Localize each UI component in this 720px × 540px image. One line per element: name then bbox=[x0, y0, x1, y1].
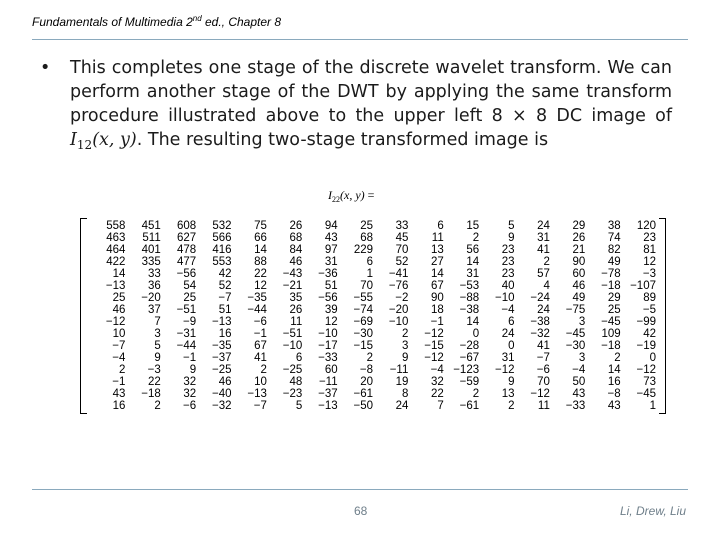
header-title-prefix: Fundamentals of Multimedia 2 bbox=[32, 15, 193, 29]
matrix-cell: 32 bbox=[183, 376, 197, 388]
matrix-row bbox=[90, 268, 656, 280]
matrix-cell: 42 bbox=[643, 328, 656, 340]
matrix-cell: 84 bbox=[289, 244, 303, 256]
matrix-cell: 38 bbox=[607, 220, 621, 232]
matrix-cell: 608 bbox=[176, 220, 197, 232]
matrix-cell: 416 bbox=[212, 244, 232, 256]
bullet-math-args: (x, y) bbox=[92, 130, 137, 150]
matrix-cell: 51 bbox=[218, 304, 232, 316]
matrix-cell: 49 bbox=[572, 292, 586, 304]
matrix-cell: 553 bbox=[212, 256, 232, 268]
matrix-cell: 22 bbox=[254, 268, 267, 280]
matrix-cell: −41 bbox=[388, 268, 409, 280]
matrix-cell: −43 bbox=[282, 268, 303, 280]
matrix-cell: 48 bbox=[289, 376, 303, 388]
matrix-cell: −20 bbox=[388, 304, 409, 316]
matrix-cell: 29 bbox=[607, 292, 621, 304]
matrix-cell: −24 bbox=[530, 292, 550, 304]
matrix-cell: 31 bbox=[324, 256, 338, 268]
matrix-cell: −6 bbox=[183, 400, 197, 412]
matrix-cell: 2 bbox=[366, 352, 373, 364]
bullet-math bbox=[70, 130, 137, 150]
matrix-cell: 5 bbox=[154, 340, 161, 352]
matrix-cell: 10 bbox=[112, 328, 126, 340]
matrix-cell: −9 bbox=[183, 316, 197, 328]
matrix-cell: −99 bbox=[636, 316, 656, 328]
matrix-cell: 2 bbox=[543, 256, 550, 268]
matrix-cell: 24 bbox=[537, 304, 550, 316]
matrix-cell: −25 bbox=[282, 364, 303, 376]
matrix-cell: −30 bbox=[565, 340, 586, 352]
matrix-cell: 13 bbox=[430, 244, 444, 256]
matrix-cell: −33 bbox=[565, 400, 586, 412]
matrix-cell: 37 bbox=[147, 304, 161, 316]
matrix-cell: 9 bbox=[508, 376, 515, 388]
matrix-cell: −61 bbox=[459, 400, 480, 412]
matrix-cell: −35 bbox=[247, 292, 267, 304]
matrix-cell: 88 bbox=[254, 256, 267, 268]
matrix-cell: 25 bbox=[112, 292, 126, 304]
matrix-cell: −4 bbox=[501, 304, 515, 316]
matrix-cell: −45 bbox=[601, 316, 621, 328]
matrix-cell: 10 bbox=[254, 376, 267, 388]
bullet-text: This completes one stage of the discrete wavelet transform. We can perform another stage of the DWT by applying the same transform procedure illustrated above to the upper left 8 × 8 DC image of bbox=[70, 58, 672, 126]
matrix-cell: 43 bbox=[572, 388, 586, 400]
matrix-cell: 73 bbox=[643, 376, 656, 388]
matrix-cell: −36 bbox=[318, 268, 338, 280]
matrix-cell: −35 bbox=[211, 340, 232, 352]
matrix-cell: −78 bbox=[601, 268, 621, 280]
matrix-cell: 2 bbox=[472, 388, 480, 400]
matrix-cell: −38 bbox=[459, 304, 480, 316]
matrix-cell: 43 bbox=[112, 388, 126, 400]
matrix-cell: −12 bbox=[530, 388, 550, 400]
matrix-cell: 3 bbox=[578, 316, 586, 328]
matrix-cell: 2 bbox=[614, 352, 621, 364]
matrix-cell: 33 bbox=[395, 220, 409, 232]
matrix-cell: −107 bbox=[630, 280, 656, 292]
equation-equals: = bbox=[367, 188, 375, 202]
matrix-cell: 14 bbox=[254, 244, 267, 256]
matrix-cell: 66 bbox=[254, 232, 267, 244]
matrix-cell: 2 bbox=[508, 400, 515, 412]
matrix-cell: 33 bbox=[147, 268, 161, 280]
matrix-cell: 14 bbox=[466, 316, 480, 328]
matrix-cell: 9 bbox=[508, 232, 515, 244]
matrix-cell: 477 bbox=[176, 256, 197, 268]
equation-symbol: I bbox=[328, 188, 332, 202]
matrix-cell: −18 bbox=[601, 280, 621, 292]
matrix-cell: 3 bbox=[154, 328, 161, 340]
matrix-cell: 31 bbox=[501, 352, 515, 364]
matrix-cell: 422 bbox=[106, 256, 126, 268]
matrix-cell: 46 bbox=[218, 376, 232, 388]
matrix-cell: 451 bbox=[141, 220, 161, 232]
matrix-cell: 478 bbox=[176, 244, 197, 256]
matrix-cell: −10 bbox=[318, 328, 338, 340]
matrix-cell: −6 bbox=[253, 316, 267, 328]
matrix-cell: 2 bbox=[260, 364, 267, 376]
matrix-cell: 90 bbox=[430, 292, 444, 304]
matrix-cell: 229 bbox=[353, 244, 373, 256]
matrix-cell: 60 bbox=[572, 268, 586, 280]
matrix-cell: 26 bbox=[289, 220, 303, 232]
matrix-cell: 46 bbox=[572, 280, 586, 292]
matrix-cell: 558 bbox=[106, 220, 126, 232]
matrix-cell: 36 bbox=[147, 280, 161, 292]
matrix-right-bracket bbox=[659, 218, 666, 414]
matrix-cell: −53 bbox=[459, 280, 480, 292]
matrix-row bbox=[90, 400, 656, 412]
matrix-cell: −32 bbox=[211, 400, 232, 412]
matrix-cell: 0 bbox=[508, 340, 515, 352]
matrix-cell: −1 bbox=[112, 376, 126, 388]
matrix-cell: 23 bbox=[501, 244, 515, 256]
bullet-marker: • bbox=[40, 58, 51, 78]
matrix-cell: 532 bbox=[212, 220, 232, 232]
matrix-cell: 57 bbox=[537, 268, 550, 280]
matrix-cell: 52 bbox=[395, 256, 409, 268]
matrix-cell: −50 bbox=[353, 400, 373, 412]
page-number: 68 bbox=[354, 504, 368, 518]
header-title-suffix: ed., Chapter 8 bbox=[201, 15, 282, 29]
matrix-cell: 54 bbox=[183, 280, 197, 292]
matrix-cell: 463 bbox=[106, 232, 126, 244]
equation-label bbox=[328, 188, 374, 204]
matrix-cell: 42 bbox=[218, 268, 232, 280]
matrix-cell: 14 bbox=[466, 256, 480, 268]
matrix-cell: 50 bbox=[572, 376, 586, 388]
matrix-cell: 31 bbox=[537, 232, 550, 244]
matrix-cell: 23 bbox=[501, 268, 515, 280]
matrix-cell: −40 bbox=[211, 388, 232, 400]
matrix-cell: 25 bbox=[183, 292, 197, 304]
matrix-cell: 24 bbox=[395, 400, 409, 412]
matrix-cell: −13 bbox=[105, 280, 126, 292]
matrix-cell: 70 bbox=[537, 376, 550, 388]
matrix-cell: 12 bbox=[324, 316, 338, 328]
matrix-cell: −31 bbox=[176, 328, 197, 340]
matrix-cell: −7 bbox=[253, 400, 267, 412]
matrix-cell: −4 bbox=[112, 352, 126, 364]
matrix-cell: 2 bbox=[401, 328, 409, 340]
header-divider bbox=[32, 39, 688, 40]
matrix-cell: −51 bbox=[282, 328, 303, 340]
matrix-cell: −59 bbox=[459, 376, 480, 388]
matrix-cell: 0 bbox=[472, 328, 480, 340]
matrix-cell: 3 bbox=[401, 340, 409, 352]
matrix-cell: 70 bbox=[395, 244, 409, 256]
bullet-paragraph bbox=[32, 56, 672, 157]
matrix-cell: −74 bbox=[353, 304, 373, 316]
matrix-cell: 49 bbox=[607, 256, 621, 268]
matrix-cell: 46 bbox=[289, 256, 303, 268]
matrix-cell: 566 bbox=[212, 232, 232, 244]
matrix-cell: −76 bbox=[388, 280, 409, 292]
matrix-row bbox=[90, 340, 656, 352]
matrix-cell: 35 bbox=[289, 292, 303, 304]
matrix-cell: −4 bbox=[572, 364, 586, 376]
matrix-cell: −13 bbox=[247, 388, 267, 400]
matrix-cell: 94 bbox=[324, 220, 338, 232]
matrix-cell: 40 bbox=[501, 280, 515, 292]
matrix-cell: 32 bbox=[183, 388, 197, 400]
matrix-row bbox=[90, 256, 656, 268]
matrix-cell: 0 bbox=[649, 352, 656, 364]
matrix-row bbox=[90, 388, 656, 400]
matrix-cell: 21 bbox=[572, 244, 586, 256]
matrix-cell: −23 bbox=[282, 388, 303, 400]
matrix-cell: 24 bbox=[537, 220, 550, 232]
matrix-cell: 24 bbox=[501, 328, 515, 340]
bullet-math-symbol: I bbox=[70, 130, 77, 150]
matrix-cell: −12 bbox=[424, 328, 444, 340]
matrix-cell: −7 bbox=[536, 352, 550, 364]
matrix-cell: 11 bbox=[431, 232, 444, 244]
matrix-cell: 4 bbox=[543, 280, 550, 292]
matrix-cell: 16 bbox=[218, 328, 232, 340]
matrix-row bbox=[90, 352, 656, 364]
matrix-cell: 23 bbox=[643, 232, 656, 244]
matrix-cell: 13 bbox=[501, 388, 515, 400]
matrix-cell: 90 bbox=[572, 256, 586, 268]
matrix-cell: 6 bbox=[366, 256, 373, 268]
matrix-left-bracket bbox=[80, 218, 87, 414]
matrix-cell: 464 bbox=[106, 244, 126, 256]
matrix-cell: 9 bbox=[189, 364, 197, 376]
matrix-cell: −38 bbox=[530, 316, 550, 328]
matrix-cell: 60 bbox=[324, 364, 338, 376]
matrix-cell: 52 bbox=[218, 280, 232, 292]
matrix-cell: −12 bbox=[424, 352, 444, 364]
matrix-cell: 18 bbox=[430, 304, 444, 316]
matrix-row bbox=[90, 232, 656, 244]
matrix-cell: 14 bbox=[607, 364, 621, 376]
matrix-cell: −37 bbox=[211, 352, 232, 364]
matrix-cell: 12 bbox=[643, 256, 656, 268]
matrix-cell: 89 bbox=[643, 292, 656, 304]
matrix-cell: 7 bbox=[437, 400, 444, 412]
matrix-cell: 31 bbox=[466, 268, 480, 280]
matrix-cell: 70 bbox=[360, 280, 373, 292]
matrix-cell: −10 bbox=[494, 292, 515, 304]
matrix-cell: −44 bbox=[176, 340, 197, 352]
matrix-cell: 1 bbox=[366, 268, 373, 280]
matrix-cell: 19 bbox=[395, 376, 409, 388]
matrix-cell: −8 bbox=[359, 364, 373, 376]
matrix-cell: −123 bbox=[453, 364, 480, 376]
matrix-row bbox=[90, 316, 656, 328]
matrix-cell: 81 bbox=[643, 244, 656, 256]
matrix-row bbox=[90, 220, 656, 232]
matrix-cell: 109 bbox=[601, 328, 621, 340]
matrix-cell: 11 bbox=[290, 316, 303, 328]
matrix-cell: 335 bbox=[141, 256, 161, 268]
matrix-cell: 120 bbox=[636, 220, 656, 232]
matrix-cell: 29 bbox=[572, 220, 586, 232]
matrix-cell: −4 bbox=[430, 364, 444, 376]
matrix-cell: 41 bbox=[537, 244, 550, 256]
matrix-cell: −1 bbox=[430, 316, 444, 328]
matrix-cell: 26 bbox=[572, 232, 586, 244]
matrix-cell: 16 bbox=[607, 376, 621, 388]
matrix-cell: −3 bbox=[147, 364, 161, 376]
matrix-cell: 27 bbox=[430, 256, 444, 268]
matrix-cell: 9 bbox=[154, 352, 161, 364]
matrix-cell: −25 bbox=[211, 364, 232, 376]
footer-divider bbox=[32, 489, 688, 490]
matrix-cell: −1 bbox=[253, 328, 267, 340]
matrix-cell: 68 bbox=[289, 232, 303, 244]
matrix-cell: −2 bbox=[395, 292, 409, 304]
matrix-cell: 45 bbox=[395, 232, 409, 244]
matrix-cell: −67 bbox=[459, 352, 480, 364]
matrix-cell: −19 bbox=[636, 340, 656, 352]
matrix-cell: 6 bbox=[508, 316, 515, 328]
matrix-cell: 39 bbox=[324, 304, 338, 316]
matrix-cell: −10 bbox=[388, 316, 409, 328]
matrix-row bbox=[90, 376, 656, 388]
matrix-cell: 67 bbox=[254, 340, 267, 352]
matrix-cell: 5 bbox=[295, 400, 303, 412]
matrix-cell: −13 bbox=[211, 316, 232, 328]
matrix-cell: −12 bbox=[105, 316, 126, 328]
matrix-row bbox=[90, 364, 656, 376]
matrix-cell: 43 bbox=[607, 400, 621, 412]
matrix-cell: 627 bbox=[176, 232, 197, 244]
matrix-cell: 75 bbox=[254, 220, 267, 232]
matrix-cell: −13 bbox=[318, 400, 338, 412]
matrix-row bbox=[90, 280, 656, 292]
matrix-cell: −61 bbox=[353, 388, 373, 400]
matrix-cell: 401 bbox=[141, 244, 161, 256]
matrix-cell: 26 bbox=[289, 304, 303, 316]
matrix-cell: 41 bbox=[537, 340, 550, 352]
matrix-cell: −8 bbox=[607, 388, 621, 400]
matrix-cell: 14 bbox=[112, 268, 126, 280]
matrix-cell: 23 bbox=[501, 256, 515, 268]
equation-sub: 22 bbox=[332, 195, 340, 204]
matrix-cell: 25 bbox=[607, 304, 621, 316]
matrix-cell: 68 bbox=[360, 232, 373, 244]
matrix-cell: −12 bbox=[636, 364, 656, 376]
matrix-cell: 82 bbox=[607, 244, 621, 256]
matrix-cell: −11 bbox=[389, 364, 409, 376]
matrix-cell: −44 bbox=[247, 304, 267, 316]
matrix-cell: −18 bbox=[601, 340, 621, 352]
matrix-cell: 8 bbox=[401, 388, 409, 400]
header-title-sup: nd bbox=[192, 14, 202, 23]
matrix-cell: −7 bbox=[218, 292, 232, 304]
slide-header bbox=[32, 14, 281, 29]
matrix-cell: 5 bbox=[508, 220, 515, 232]
matrix-cell: 1 bbox=[649, 400, 656, 412]
matrix-cell: 67 bbox=[430, 280, 444, 292]
matrix-cell: 41 bbox=[254, 352, 267, 364]
matrix-cell: 6 bbox=[437, 220, 444, 232]
matrix-cell: 32 bbox=[430, 376, 444, 388]
matrix-cell: −56 bbox=[318, 292, 338, 304]
matrix-cell: −10 bbox=[282, 340, 303, 352]
matrix-cell: 16 bbox=[112, 400, 126, 412]
equation-args: (x, y) bbox=[340, 188, 365, 202]
matrix-cell: −21 bbox=[282, 280, 303, 292]
matrix-cell: −3 bbox=[642, 268, 656, 280]
matrix-cell: −17 bbox=[318, 340, 338, 352]
matrix-table bbox=[90, 220, 656, 412]
bullet-text-end: . The resulting two-stage transformed image is bbox=[136, 130, 549, 150]
matrix-cell: 51 bbox=[324, 280, 338, 292]
coefficient-matrix bbox=[80, 218, 666, 414]
matrix-cell: −11 bbox=[318, 376, 338, 388]
matrix-cell: −7 bbox=[112, 340, 126, 352]
matrix-cell: 511 bbox=[142, 232, 161, 244]
matrix-cell: −55 bbox=[353, 292, 373, 304]
matrix-cell: −88 bbox=[459, 292, 480, 304]
matrix-cell: −15 bbox=[353, 340, 373, 352]
matrix-cell: −6 bbox=[536, 364, 550, 376]
matrix-cell: −1 bbox=[183, 352, 197, 364]
matrix-cell: 43 bbox=[324, 232, 338, 244]
matrix-cell: −28 bbox=[459, 340, 480, 352]
matrix-cell: 74 bbox=[607, 232, 621, 244]
matrix-cell: 11 bbox=[537, 400, 550, 412]
matrix-cell: −12 bbox=[494, 364, 515, 376]
matrix-cell: 97 bbox=[324, 244, 338, 256]
matrix-cell: −69 bbox=[353, 316, 373, 328]
matrix-cell: −30 bbox=[353, 328, 373, 340]
bullet-math-sub: 12 bbox=[76, 138, 93, 152]
footer-authors: Li, Drew, Liu bbox=[619, 504, 686, 518]
matrix-cell: 46 bbox=[112, 304, 126, 316]
matrix-cell: 12 bbox=[254, 280, 267, 292]
matrix-cell: 7 bbox=[154, 316, 161, 328]
matrix-cell: 6 bbox=[295, 352, 303, 364]
matrix-cell: 9 bbox=[401, 352, 409, 364]
matrix-cell: −45 bbox=[636, 388, 656, 400]
matrix-cell: −15 bbox=[424, 340, 444, 352]
matrix-cell: 3 bbox=[578, 352, 586, 364]
matrix-row bbox=[90, 304, 656, 316]
matrix-cell: 22 bbox=[430, 388, 444, 400]
matrix-cell: −37 bbox=[318, 388, 338, 400]
matrix-cell: 20 bbox=[360, 376, 373, 388]
matrix-cell: −5 bbox=[642, 304, 656, 316]
matrix-cell: −51 bbox=[176, 304, 197, 316]
matrix-cell: 15 bbox=[466, 220, 480, 232]
matrix-row bbox=[90, 292, 656, 304]
matrix-cell: 2 bbox=[118, 364, 126, 376]
matrix-cell: −18 bbox=[141, 388, 161, 400]
matrix-cell: 22 bbox=[147, 376, 161, 388]
matrix-cell: −75 bbox=[565, 304, 586, 316]
matrix-cell: −33 bbox=[318, 352, 338, 364]
matrix-cell: −32 bbox=[530, 328, 550, 340]
matrix-cell: 25 bbox=[360, 220, 373, 232]
matrix-row bbox=[90, 328, 656, 340]
matrix-cell: 2 bbox=[472, 232, 480, 244]
matrix-cell: 2 bbox=[154, 400, 161, 412]
matrix-cell: −45 bbox=[565, 328, 586, 340]
matrix-cell: −56 bbox=[176, 268, 197, 280]
matrix-row bbox=[90, 244, 656, 256]
matrix-cell: 14 bbox=[430, 268, 444, 280]
matrix-cell: 56 bbox=[466, 244, 480, 256]
matrix-cell: −20 bbox=[141, 292, 161, 304]
